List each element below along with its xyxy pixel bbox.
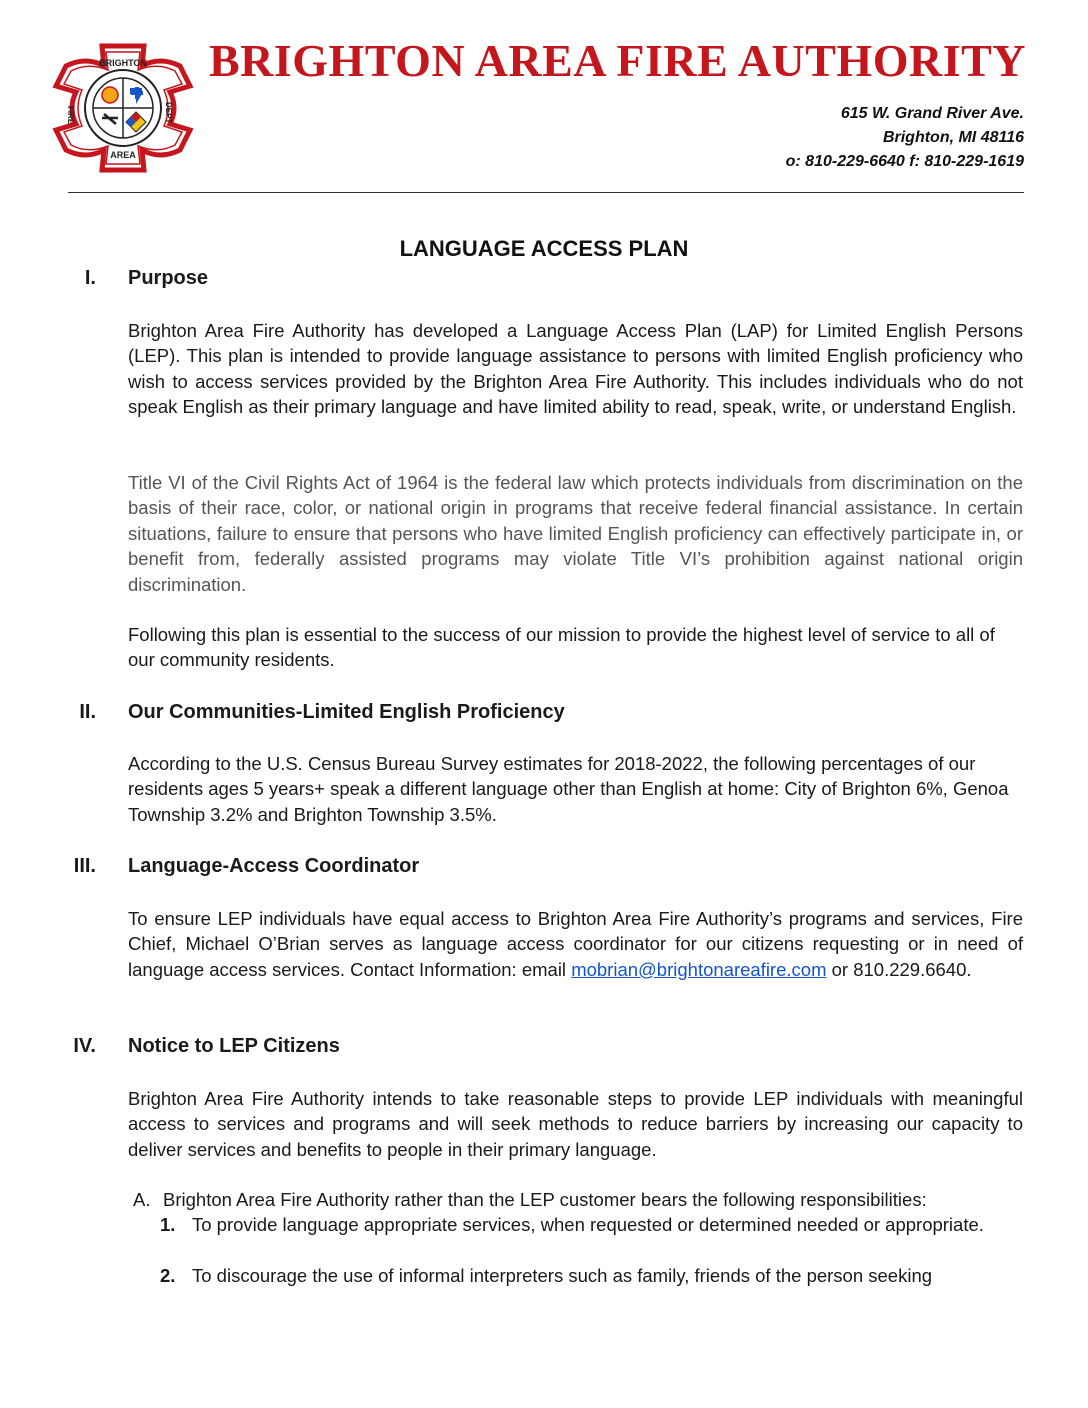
purpose-paragraph-1: Brighton Area Fire Authority has developed a Language Access Plan (LAP) for Limited English Persons (LEP). This plan is intended to provide language assistance to persons with limited English proficiency who wish to access services provided by the Brighton Area Fire Authority. This includes individuals who do not speak English as their primary language and have limited ability to read, speak, write, or understand English. (128, 320, 1023, 418)
notice-paragraph: Brighton Area Fire Authority intends to take reasonable steps to provide LEP individuals with meaningful access to services and programs and will seek methods to reduce barriers by increasing our capacity to deliver services and benefits to people in their primary language. (128, 1088, 1023, 1160)
section-number: II. (79, 701, 96, 723)
document-title: LANGUAGE ACCESS PLAN (399, 236, 689, 261)
section-heading-coordinator (0, 852, 1088, 880)
section-title: Purpose (128, 267, 209, 289)
logo-right-text: DEPT (164, 102, 173, 124)
section-number: III. (73, 855, 96, 877)
logo-top-text: BRIGHTON (99, 58, 147, 68)
section-heading-purpose (0, 264, 1088, 292)
fire-department-logo (52, 42, 194, 174)
list-item-text: To provide language appropriate services, when requested or determined needed or appropriate. (192, 1214, 984, 1235)
section-title: Our Communities-Limited English Proficiency (128, 701, 565, 723)
phone-fax-line: o: 810-229-6640 f: 810-229-1619 (785, 153, 1024, 170)
purpose-paragraph-3: Following this plan is essential to the success of our mission to provide the highest level of service to all of our community residents. (128, 624, 995, 671)
logo-left-text: FIRE (66, 106, 75, 125)
communities-paragraph: According to the U.S. Census Bureau Survey estimates for 2018-2022, the following percentages of our residents ages 5 years+ speak a different language other than English at home: City of Brighton 6%, Genoa Township 3.2% and Brighton Township 3.5%. (128, 753, 1009, 825)
list-item-number: 2. (160, 1265, 176, 1286)
coordinator-phone-text: or 810.229.6640. (826, 958, 972, 980)
list-marker: A. (133, 1189, 151, 1210)
address-city: Brighton, MI 48116 (882, 129, 1024, 146)
responsibilities-list-a (133, 1187, 1023, 1212)
list-item (160, 1212, 1023, 1237)
coordinator-email-link[interactable]: mobrian@brightonareafire.com (571, 958, 827, 980)
purpose-paragraph-2: Title VI of the Civil Rights Act of 1964 is the federal law which protects individuals from discrimination on the basis of their race, color, or national origin in programs that receive federal financial assistance. In certain situations, failure to ensure that persons who have limited English proficiency can effectively participate in, or benefit from, federally assisted programs may violate Title VI’s prohibition against national origin discrimination. (128, 472, 1023, 595)
address-street: 615 W. Grand River Ave. (840, 105, 1024, 122)
section-number: I. (84, 267, 96, 289)
header-divider (68, 192, 1024, 193)
coordinator-text: To ensure LEP individuals have equal access to Brighton Area Fire Authority’s programs and services, Fire Chief, Michael O’Brian serves as language access coordinator for our citizens requesting or in need of language access services. Contact Information: email (128, 908, 1023, 980)
list-item (160, 1263, 1023, 1288)
coordinator-paragraph (128, 906, 1023, 982)
section-heading-notice (0, 1032, 1088, 1060)
section-title: Language-Access Coordinator (128, 855, 420, 877)
section-heading-communities (0, 698, 1088, 726)
contact-address-block (786, 102, 1024, 174)
section-title: Notice to LEP Citizens (128, 1035, 340, 1057)
list-a-text: Brighton Area Fire Authority rather than the LEP customer bears the following responsibilities: (163, 1189, 927, 1210)
list-item-number: 1. (160, 1214, 176, 1235)
logo-bottom-text: AREA (110, 150, 136, 160)
organization-name: BRIGHTON AREA FIRE AUTHORITY (208, 35, 1026, 86)
list-item-text: To discourage the use of informal interpreters such as family, friends of the person seeking (192, 1265, 933, 1286)
section-number: IV. (73, 1035, 96, 1057)
